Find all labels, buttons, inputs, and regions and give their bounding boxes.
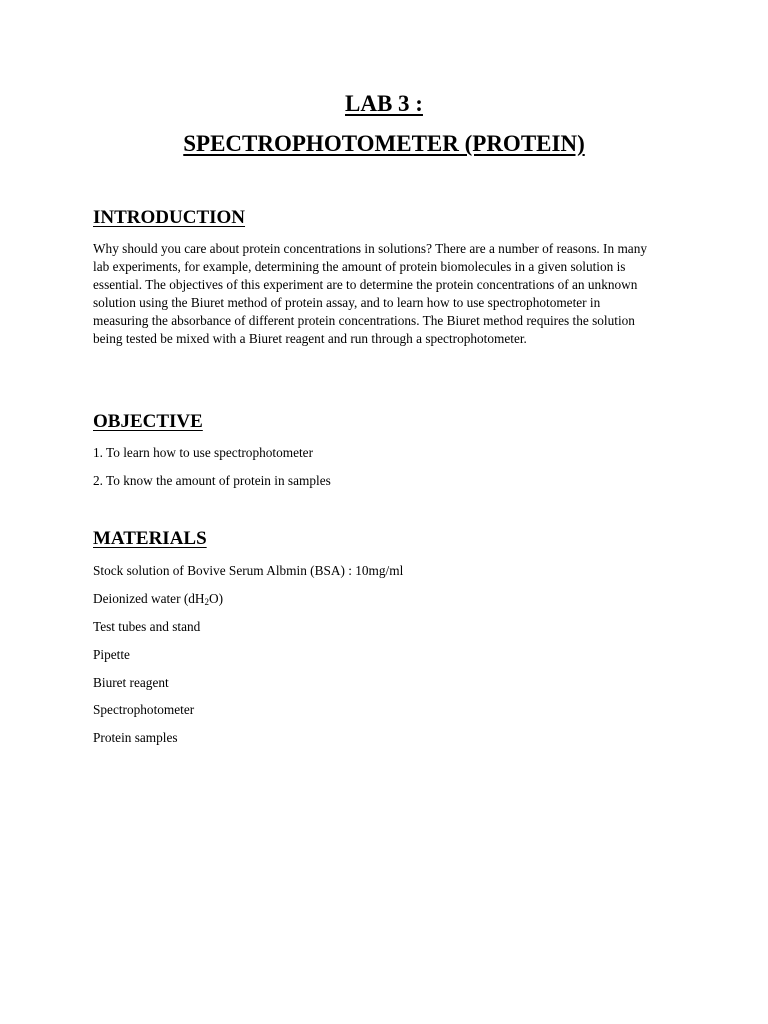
materials-heading: MATERIALS xyxy=(93,528,207,549)
objective-item: 1. To learn how to use spectrophotometer xyxy=(93,445,314,460)
material-item: Biuret reagent xyxy=(93,675,169,690)
material-item: Pipette xyxy=(93,647,130,662)
material-item: Test tubes and stand xyxy=(93,619,201,634)
material-item-water xyxy=(93,590,223,608)
lab-number-title: LAB 3 : xyxy=(345,91,423,116)
introduction-heading: INTRODUCTION xyxy=(93,207,246,228)
material-item: Protein samples xyxy=(93,730,178,745)
lab-topic-title: SPECTROPHOTOMETER (PROTEIN) xyxy=(183,131,585,156)
objective-item: 2. To know the amount of protein in samples xyxy=(93,473,331,488)
water-prefix: Deionized water (dH xyxy=(93,591,205,606)
introduction-paragraph: Why should you care about protein concentrations in solutions? There are a number of reasons. In many lab experiments, for example, determining the amount of protein biomolecules in a given solution is essential. The objectives of this experiment are to determine the protein concentrations of an unknown solution using the Biuret method of protein assay, and to learn how to use spectrophotometer in measuring the absorbance of different protein concentrations. The Biuret method requires the solution being tested be mixed with a Biuret reagent and run through a spectrophotometer. xyxy=(93,241,647,347)
objective-heading: OBJECTIVE xyxy=(93,411,203,432)
material-item-bsa: Stock solution of Bovive Serum Albmin (BSA) : 10mg/ml xyxy=(93,563,404,578)
material-item: Spectrophotometer xyxy=(93,702,195,717)
water-subscript: 2 xyxy=(204,597,209,607)
water-suffix: O) xyxy=(209,591,224,606)
